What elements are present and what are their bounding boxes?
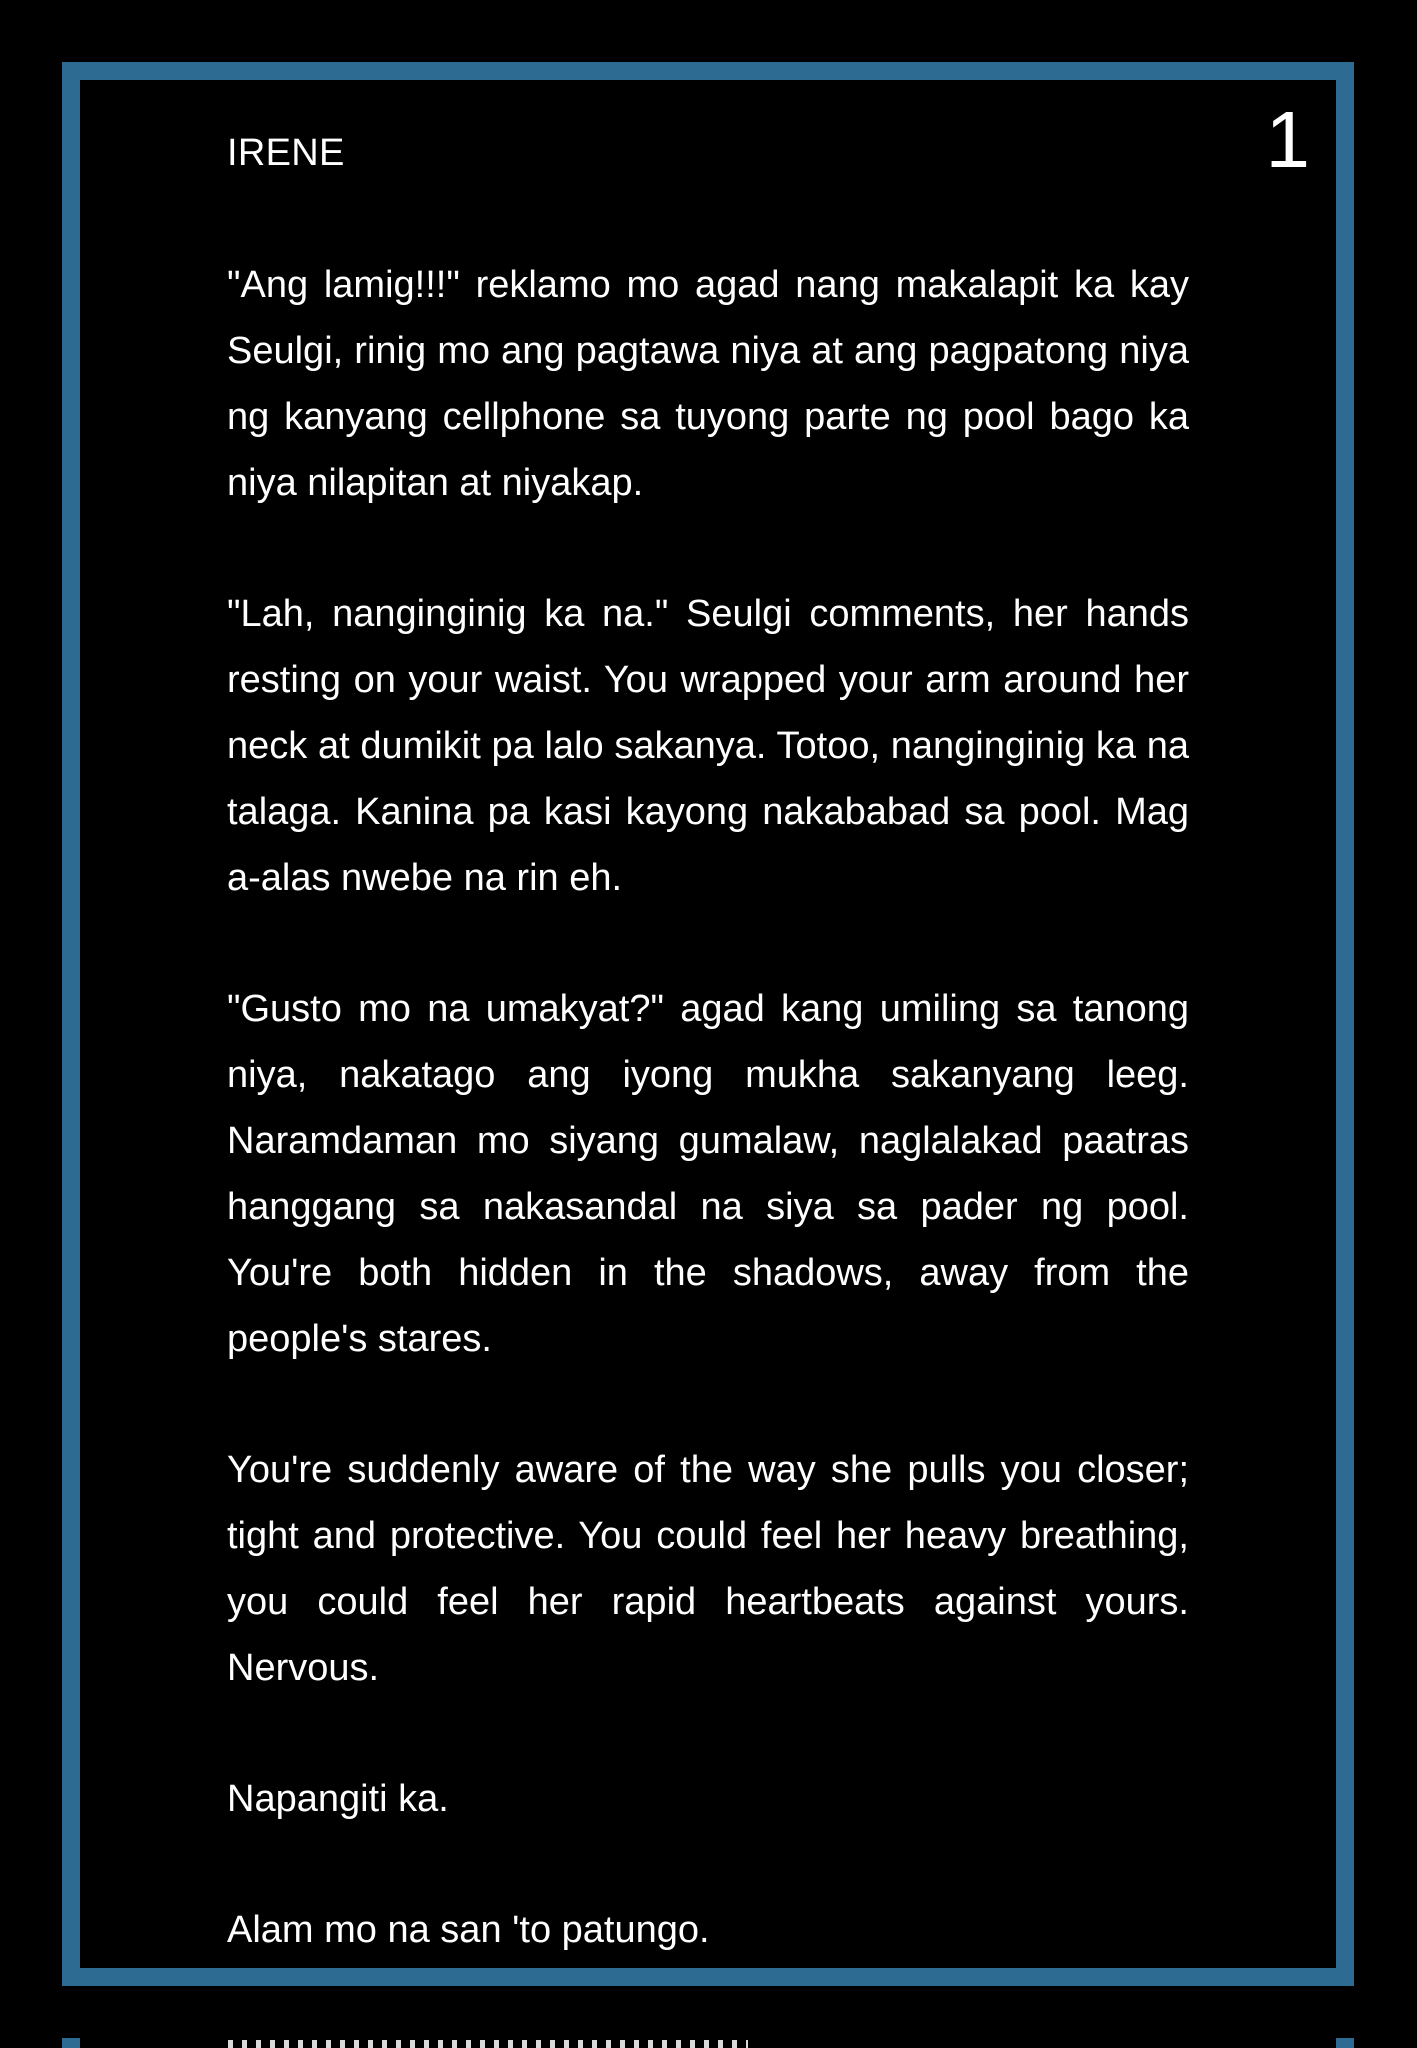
next-page-text-sliver	[228, 2040, 748, 2048]
chapter-heading: IRENE	[227, 132, 345, 174]
paragraph-5: Napangiti ka.	[227, 1778, 449, 1820]
paragraph-1: "Ang lamig!!!" reklamo mo agad nang makalapit ka kay Seulgi, rinig mo ang pagtawa niya at ang pagpatong niya ng kanyang cellphone sa tuyong parte ng pool bago ka niya nilapitan at niyakap.	[227, 264, 1189, 504]
paragraph-3: "Gusto mo na umakyat?" agad kang umiling sa tanong niya, nakatago ang iyong mukha sakanyang leeg. Naramdaman mo siyang gumalaw, naglalakad paatras hanggang sa nakasandal na siya sa pader ng pool. You're both hidden in the shadows, away from the people's stares.	[227, 988, 1189, 1360]
paragraph-4: You're suddenly aware of the way she pulls you closer; tight and protective. You could feel her heavy breathing, you could feel her rapid heartbeats against yours. Nervous.	[227, 1449, 1189, 1689]
next-page-frame-edge-right	[1336, 2038, 1354, 2048]
paragraph-6: Alam mo na san 'to patungo.	[227, 1909, 710, 1951]
next-page-frame-edge-left	[62, 2038, 80, 2048]
paragraph-2: "Lah, nanginginig ka na." Seulgi comments, her hands resting on your waist. You wrapped your arm around her neck at dumikit pa lalo sakanya. Totoo, nanginginig ka na talaga. Kanina pa kasi kayong nakababad sa pool. Mag a-alas nwebe na rin eh.	[227, 593, 1189, 899]
page-content	[227, 120, 1189, 2028]
page-number: 1	[1265, 95, 1310, 184]
page-frame	[62, 62, 1354, 1986]
